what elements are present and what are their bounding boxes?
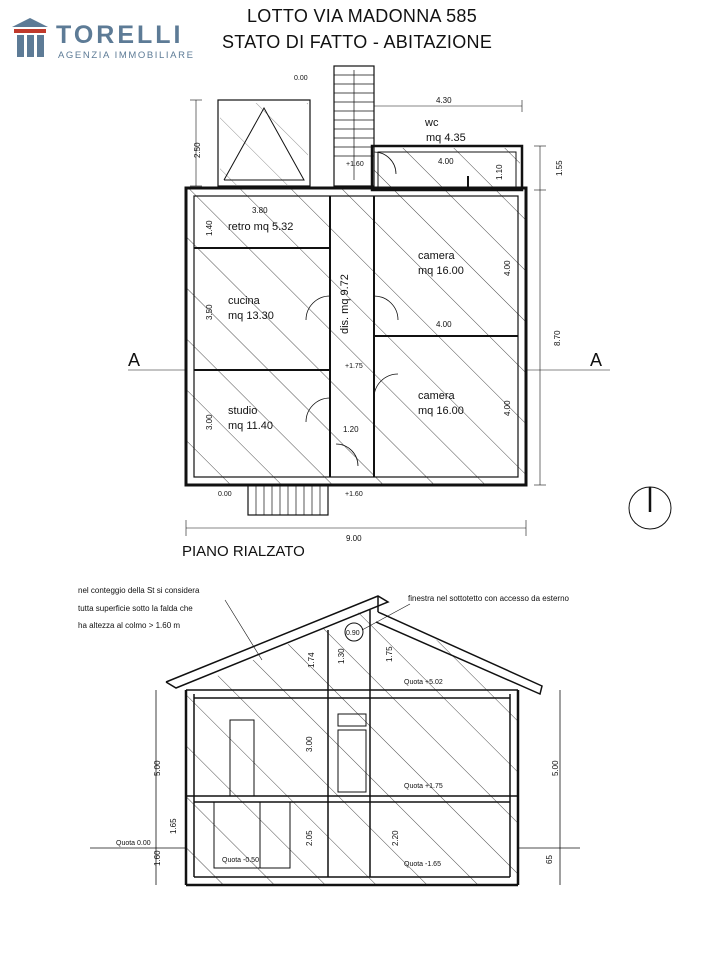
dim-base-left: 1.60: [153, 850, 162, 866]
section-hatch: [186, 604, 518, 885]
level-inner-left: Quota -0.50: [222, 857, 259, 864]
dim-bottom-width: 9.00: [346, 534, 362, 543]
note-right: finestra nel sottotetto con accesso da esterno: [408, 594, 569, 603]
level-entry-top: +1.60: [346, 161, 364, 168]
camera2-name: camera: [418, 390, 455, 402]
wc-name: wc: [425, 117, 439, 129]
level-bottom-right: +1.60: [345, 491, 363, 498]
dim-base-right: 65: [545, 855, 554, 864]
agency-subtitle: AGENZIA IMMOBILIARE: [58, 50, 195, 61]
dim-top-width: 4.30: [436, 96, 452, 105]
studio-area: mq 11.40: [228, 420, 274, 432]
dim-retro-height: 1.40: [205, 220, 214, 236]
section-view: [78, 586, 580, 885]
studio-name: studio: [228, 405, 258, 417]
dim-cam1-width: 4.00: [436, 320, 452, 329]
camera1-name: camera: [418, 250, 455, 262]
dim-wc-width: 4.00: [438, 157, 454, 166]
page-title-line2: STATO DI FATTO - ABITAZIONE: [222, 32, 493, 52]
section-mark-left: A: [128, 350, 141, 370]
dim-cam2-height: 4.00: [503, 400, 512, 416]
dim-total-right: 5.00: [551, 760, 560, 776]
floor-plan: [128, 66, 671, 560]
level-center: +1.75: [345, 363, 363, 370]
dim-floor-upper: 3.00: [305, 736, 314, 752]
plan-label: PIANO RIALZATO: [182, 543, 305, 560]
dim-attic-right: 1.75: [385, 646, 394, 662]
dim-wc-side: 1.10: [495, 164, 504, 180]
dim-cam1-height: 4.00: [503, 260, 512, 276]
dim-total-left: 5.00: [153, 760, 162, 776]
dim-cucina-height: 3.50: [205, 304, 214, 320]
dim-ground-mid: 2.05: [305, 830, 314, 846]
dim-attic-mid: 1.30: [337, 648, 346, 664]
dis-label: dis. mq 9.72: [339, 274, 351, 334]
dim-studio-height: 3.00: [205, 414, 214, 430]
dim-stair-height: 2.50: [193, 142, 202, 158]
level-roof: Quota +5.02: [404, 679, 443, 686]
page-title-line1: LOTTO VIA MADONNA 585: [247, 6, 478, 26]
north-arrow-icon: [629, 487, 671, 529]
dim-retro-width: 3.80: [252, 206, 268, 215]
dim-ground-right: 2.20: [391, 830, 400, 846]
top-stair: [334, 66, 374, 186]
retro-label: retro mq 5.32: [228, 221, 294, 233]
section-mark-right: A: [590, 350, 603, 370]
cucina-area: mq 13.30: [228, 310, 274, 322]
dim-right-top: 1.55: [555, 160, 564, 176]
dim-ground-left: 1.65: [169, 818, 178, 834]
note-left-3: ha altezza al colmo > 1.60 m: [78, 621, 181, 630]
level-mid: Quota +1.75: [404, 783, 443, 790]
note-left-2: tutta superficie sotto la falda che: [78, 604, 193, 613]
wc-area: mq 4.35: [426, 132, 466, 144]
dim-door-width: 1.20: [343, 425, 359, 434]
circle-value: 0.90: [346, 630, 360, 637]
level-inner-right: Quota -1.65: [404, 861, 441, 868]
level-bottom-left: 0.00: [218, 491, 232, 498]
camera1-area: mq 16.00: [418, 265, 464, 277]
note-left-1: nel conteggio della St si considera: [78, 586, 200, 595]
camera2-area: mq 16.00: [418, 405, 464, 417]
dim-attic-left: 1.74: [307, 652, 316, 668]
level-ground: Quota 0.00: [116, 840, 151, 847]
agency-name: TORELLI: [56, 21, 184, 49]
porch-hatch: [220, 103, 308, 185]
cucina-name: cucina: [228, 295, 260, 307]
bottom-stair: [248, 485, 328, 515]
level-top-left: 0.00: [294, 75, 308, 82]
dim-right-total: 8.70: [553, 330, 562, 346]
